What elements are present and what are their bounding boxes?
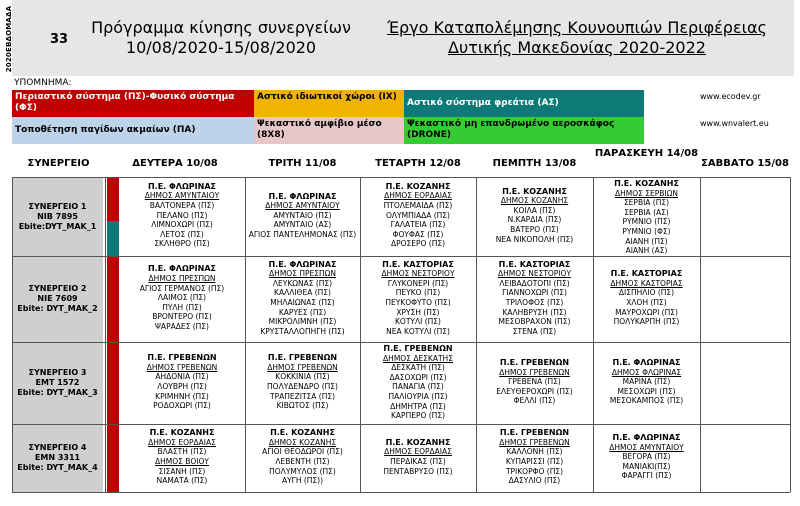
day-cell [245, 428, 360, 486]
municipality: ΔΗΜΟΣ ΚΑΣΤΟΡΙΑΣ [610, 278, 683, 288]
location: ΠΕΥΚΟΦΥΤΟ (ΠΣ) [385, 297, 451, 307]
municipality: ΔΗΜΟΣ ΔΕΣΚΑΤΗΣ [383, 353, 453, 363]
regional-unit: Π.Ε. ΓΡΕΒΕΝΩΝ [267, 353, 338, 363]
location: ΒΡΟΝΤΕΡΟ (ΠΣ) [152, 312, 212, 322]
location: ΜΑΝΙΑΚΙ(ΠΣ) [622, 461, 671, 471]
day-cell [593, 433, 700, 481]
regional-unit: Π.Ε. ΓΡΕΒΕΝΩΝ [499, 358, 570, 367]
location: ΓΑΛΑΤΕΙΑ (ΠΣ) [390, 220, 446, 230]
column-header: ΣΥΝΕΡΓΕΙΟ [27, 158, 90, 169]
municipality: ΔΗΜΟΣ ΓΡΕΒΕΝΩΝ [499, 437, 570, 447]
regional-unit: Π.Ε. ΓΡΕΒΕΝΩΝ [383, 344, 453, 353]
location: ΦΑΡΑΓΓΙ (ΠΣ) [621, 471, 672, 481]
grid-line-v [360, 177, 361, 492]
team-plate: ΝΙΕ 7609 [37, 294, 78, 303]
column-header: ΤΡΙΤΗ 11/08 [268, 158, 337, 169]
day-cell [360, 438, 476, 476]
municipality: ΔΗΜΟΣ ΚΟΖΑΝΗΣ [268, 437, 337, 447]
location: ΦΟΥΦΑΣ (ΠΣ) [392, 229, 444, 239]
location: ΑΗΔΟΝΙΑ (ΠΣ) [155, 372, 209, 382]
grid-line-h [12, 177, 790, 178]
location: ΚΑΛΛΙΘΕΑ (ΠΣ) [274, 288, 331, 298]
location: ΚΑΛΛΟΝΗ (ΠΣ) [506, 447, 563, 457]
location: ΠΕΡΔΙΚΑΣ (ΠΣ) [390, 456, 446, 466]
team-cell [12, 424, 103, 492]
location: ΑΙΑΝΗ (ΠΣ) [625, 236, 668, 246]
location: ΓΡΕΒΕΝΑ (ΠΣ) [508, 377, 561, 387]
column-header: ΣΑΒΒΑΤΟ 15/08 [701, 158, 789, 169]
location: ΣΤΕΝΑ (ΠΣ) [512, 326, 557, 336]
stripe-red [107, 256, 119, 492]
municipality: ΔΗΜΟΣ ΕΟΡΔΑΙΑΣ [384, 191, 452, 201]
team-code: Ebite: DYT_MAK_3 [17, 388, 98, 397]
grid-line-v [105, 177, 106, 492]
regional-unit: Π.Ε. ΦΛΩΡΙΝΑΣ [268, 191, 337, 201]
day-cell [360, 182, 476, 249]
grid-line-h [12, 424, 790, 425]
grid-line-v [700, 177, 701, 492]
location: ΔΙΣΠΗΛΙΟ (ΠΣ) [618, 288, 675, 298]
location: ΚΟΚΚΙΝΙΑ (ΠΣ) [275, 372, 330, 382]
team-code: Ebite:DYT_MAK_1 [18, 221, 97, 231]
stripe-red [107, 177, 119, 221]
regional-unit: Π.Ε. ΚΑΣΤΟΡΙΑΣ [382, 259, 454, 269]
team-plate: ΕΜΤ 1572 [35, 378, 80, 387]
team-name: ΣΥΝΕΡΓΕΙΟ 4 [28, 443, 87, 452]
location: ΑΓΙΟΣ ΓΕΡΜΑΝΟΣ (ΠΣ) [139, 283, 225, 293]
column-header: ΠΑΡΑΣΚΕΥΗ 14/08 [594, 148, 699, 159]
location: ΚΙΒΩΤΟΣ (ΠΣ) [276, 401, 329, 411]
column-header: ΔΕΥΤΕΡΑ 10/08 [132, 158, 218, 169]
team-name: ΣΥΝΕΡΓΕΙΟ 2 [28, 284, 87, 293]
regional-unit: Π.Ε. ΚΟΖΑΝΗΣ [385, 437, 451, 447]
regional-unit: Π.Ε. ΚΟΖΑΝΗΣ [502, 186, 567, 196]
team-plate: ΝΙΒ 7895 [37, 211, 78, 221]
location: ΜΑΡΙΝΑ (ΠΣ) [622, 377, 671, 387]
location: ΚΟΙΛΑ (ΠΣ) [513, 205, 556, 215]
location: ΡΟΔΟΧΩΡΙ (ΠΣ) [153, 401, 211, 411]
location: ΣΕΡΒΙΑ (ΠΣ) [623, 198, 670, 208]
location: ΣΚΛΗΘΡΟ (ΠΣ) [154, 239, 210, 249]
location: ΔΑΣΟΧΩΡΙ (ΠΣ) [389, 372, 447, 382]
location: ΠΕΥΚΟ (ΠΣ) [395, 288, 441, 298]
regional-unit: Π.Ε. ΚΟΖΑΝΗΣ [385, 181, 451, 191]
location: ΜΕΣΟΒΡΑΧΟΝ (ΠΣ) [498, 317, 571, 327]
municipality: ΔΗΜΟΣ ΝΕΣΤΟΡΙΟΥ [381, 269, 455, 279]
project-title-line2: Δυτικής Μακεδονίας 2020-2022 [448, 38, 706, 57]
regional-unit: Π.Ε. ΦΛΩΡΙΝΑΣ [268, 259, 337, 269]
regional-unit: Π.Ε. ΓΡΕΒΕΝΩΝ [499, 428, 570, 438]
location: ΑΜΥΝΤΑΙΟ (ΑΣ) [273, 220, 332, 230]
grid-line-v [12, 177, 13, 492]
location: ΑΜΥΝΤΑΙΟ (ΠΣ) [273, 210, 332, 220]
program-title-line2: 10/08/2020-15/08/2020 [125, 38, 317, 57]
location: ΛΙΜΝΟΧΩΡΙ (ΠΣ) [151, 220, 213, 230]
project-title-line1: Έργο Καταπολέμησης Κουνουπιών Περιφέρειας [387, 18, 767, 37]
location: ΦΕΛΛΙ (ΠΣ) [513, 396, 556, 406]
location: ΒΑΛΤΟΝΕΡΑ (ΠΣ) [149, 201, 215, 211]
location: ΓΛΥΚΟΝΕΡΙ (ΠΣ) [387, 278, 449, 288]
day-cell [476, 428, 593, 486]
location: ΚΟΤΥΛΙ (ΠΣ) [395, 317, 441, 327]
location: ΠΟΛΥΚΑΡΠΗ (ΠΣ) [613, 317, 680, 327]
regional-unit: Π.Ε. ΚΟΖΑΝΗΣ [270, 428, 335, 438]
grid-line-v [245, 177, 246, 492]
location: ΜΕΣΟΚΑΜΠΟΣ (ΠΣ) [609, 396, 684, 406]
location: ΚΥΠΑΡΙΣΣΙ (ΠΣ) [505, 456, 564, 466]
municipality: ΔΗΜΟΣ ΑΜΥΝΤΑΙΟΥ [144, 191, 220, 201]
location: ΑΓΙΟΙ ΘΕΟΔΩΡΟΙ (ΠΣ) [262, 447, 343, 457]
site-link-ecodev[interactable]: www.ecodev.gr [700, 92, 761, 101]
regional-unit: Π.Ε. ΓΡΕΒΕΝΩΝ [147, 353, 217, 363]
location: ΤΡΙΛΟΦΟΣ (ΠΣ) [505, 297, 564, 307]
day-cell [245, 353, 360, 411]
day-cell [593, 358, 700, 406]
location: ΛΕΒΕΝΤΗ (ΠΣ) [275, 456, 330, 466]
legend-yellow: Αστικό ιδιωτικοί χώροι (ΙΧ) [254, 90, 404, 117]
location: ΧΛΟΗ (ΠΣ) [626, 297, 667, 307]
regional-unit: Π.Ε. ΚΑΣΤΟΡΙΑΣ [498, 259, 571, 269]
week-label [2, 2, 16, 76]
location: ΚΑΡΥΕΣ (ΠΣ) [278, 307, 327, 317]
location: ΓΙΑΝΝΟΧΩΡΙ (ΠΣ) [502, 288, 567, 298]
week-label-text: 2020ΕΒΔΟΜΑΔΑ [5, 5, 13, 73]
day-cell [593, 269, 700, 327]
team-cell [12, 342, 103, 424]
location: ΠΤΟΛΕΜΑΙΔΑ (ΠΣ) [383, 201, 453, 211]
location: ΨΑΡΑΔΕΣ (ΠΣ) [155, 321, 209, 331]
day-cell [476, 187, 593, 245]
day-cell [360, 344, 476, 421]
location: ΒΕΓΟΡΑ (ΠΣ) [622, 452, 671, 462]
location: ΧΡΥΣΗ (ΠΣ) [396, 307, 440, 317]
legend-blue: Τοποθέτηση παγίδων ακμαίων (ΠΑ) [12, 117, 254, 144]
regional-unit: Π.Ε. ΦΛΩΡΙΝΑΣ [147, 181, 216, 191]
location: ΕΛΕΥΘΕΡΟΧΩΡΙ (ΠΣ) [496, 386, 573, 396]
municipality: ΔΗΜΟΣ ΠΡΕΣΠΩΝ [148, 273, 216, 283]
location: ΚΑΡΠΕΡΟ (ΠΣ) [391, 411, 445, 421]
day-cell [360, 260, 476, 337]
location: ΛΕΥΚΩΝΑΣ (ΠΣ) [272, 278, 333, 288]
location: ΠΕΛΑΝΟ (ΠΣ) [156, 210, 208, 220]
location: ΠΑΝΑΓΙΑ (ΠΣ) [392, 382, 444, 392]
location: ΑΙΑΝΗ (ΑΣ) [625, 246, 668, 256]
municipality: ΔΗΜΟΣ ΓΡΕΒΕΝΩΝ [146, 362, 218, 372]
location: ΡΥΜΝΙΟ (ΦΣ) [622, 226, 671, 236]
legend-red: Περιαστικό σύστημα (ΠΣ)-Φυσικό σύστημα (ΦΣ) [12, 90, 254, 117]
municipality: ΔΗΜΟΣ ΣΕΡΒΙΩΝ [615, 188, 678, 198]
day-cell [245, 260, 360, 337]
location: ΔΑΣΥΛΙΟ (ΠΣ) [508, 476, 561, 486]
legend-pink: Ψεκαστικό αμφίβιο μέσο (8Χ8) [254, 117, 404, 144]
regional-unit: Π.Ε. ΦΛΩΡΙΝΑΣ [612, 433, 681, 442]
grid-line-h [12, 256, 790, 257]
day-cell [593, 179, 700, 256]
municipality: ΔΗΜΟΣ ΓΡΕΒΕΝΩΝ [267, 362, 338, 372]
location: ΔΡΟΣΕΡΟ (ΠΣ) [390, 239, 446, 249]
team-code: Ebite: DYT_MAK_4 [17, 463, 98, 472]
municipality: ΔΗΜΟΣ ΚΟΖΑΝΗΣ [500, 196, 569, 206]
location: ΚΑΛΗΒΡΥΣΗ (ΠΣ) [502, 307, 567, 317]
location: ΜΗΛΑΙΩΝΑΣ (ΠΣ) [270, 297, 335, 307]
municipality: ΔΗΜΟΣ ΒΟΙΟΥ [154, 456, 209, 466]
location: ΒΛΑΣΤΗ (ΠΣ) [157, 447, 207, 457]
stripe-teal [107, 221, 119, 256]
regional-unit: Π.Ε. ΦΛΩΡΙΝΑΣ [147, 264, 216, 274]
program-title-line1: Πρόγραμμα κίνησης συνεργείων [91, 18, 351, 37]
location: ΛΑΙΜΟΣ (ΠΣ) [157, 293, 207, 303]
location: ΛΕΙΒΑΔΟΤΟΠΙ (ΠΣ) [499, 278, 570, 288]
grid-line-v [593, 177, 594, 492]
location: ΚΡΙΜΗΝΗ (ΠΣ) [155, 391, 209, 401]
location: ΑΓΙΟΣ ΠΑΝΤΕΛΗΜΟΝΑΣ (ΠΣ) [248, 229, 357, 239]
project-title [362, 18, 792, 58]
municipality: ΔΗΜΟΣ ΕΟΡΔΑΙΑΣ [148, 437, 216, 447]
location: ΜΙΚΡΟΛΙΜΝΗ (ΠΣ) [268, 317, 337, 327]
location: ΔΕΣΚΑΤΗ (ΠΣ) [391, 363, 445, 373]
team-cell [12, 177, 103, 256]
legend-teal: Αστικό σύστημα φρεάτια (ΑΣ) [404, 90, 644, 117]
location: ΝΕΑ ΚΟΤΥΛΙ (ΠΣ) [386, 326, 450, 336]
municipality: ΔΗΜΟΣ ΑΜΥΝΤΑΙΟΥ [609, 442, 684, 452]
location: ΤΡΙΚΟΡΦΟ (ΠΣ) [505, 466, 564, 476]
program-title [76, 18, 366, 58]
location: ΠΟΛΥΜΥΛΟΣ (ΠΣ) [269, 466, 336, 476]
grid-line-h [12, 492, 790, 493]
grid-line-v [476, 177, 477, 492]
regional-unit: Π.Ε. ΦΛΩΡΙΝΑΣ [612, 358, 681, 367]
location: ΜΕΣΟΧΩΡΙ (ΠΣ) [617, 386, 676, 396]
day-cell [119, 353, 245, 411]
location: ΟΛΥΜΠΙΑΔΑ (ΠΣ) [386, 210, 450, 220]
location: ΠΥΛΗ (ΠΣ) [162, 302, 202, 312]
location: ΡΥΜΝΙΟ (ΠΣ) [622, 217, 671, 227]
day-cell [119, 264, 245, 331]
legend-title: ΥΠΟΜΝΗΜΑ: [14, 78, 72, 88]
regional-unit: Π.Ε. ΚΑΣΤΟΡΙΑΣ [610, 269, 683, 279]
location: ΠΑΛΙΟΥΡΙΑ (ΠΣ) [388, 391, 448, 401]
location: ΣΕΡΒΙΑ (ΑΣ) [624, 207, 669, 217]
day-cell [245, 192, 360, 240]
team-cell [12, 256, 103, 342]
team-code: Ebite: DYT_MAK_2 [17, 304, 98, 313]
legend-green: Ψεκαστικό μη επανδρωμένο αεροσκάφος (DRONE) [404, 117, 644, 144]
column-header: ΠΕΜΠΤΗ 13/08 [492, 158, 577, 169]
location: ΝΕΑ ΝΙΚΟΠΟΛΗ (ΠΣ) [495, 234, 574, 244]
team-name: ΣΥΝΕΡΓΕΙΟ 3 [28, 368, 87, 377]
location: ΛΟΥΒΡΗ (ΠΣ) [157, 381, 207, 391]
day-cell [119, 182, 245, 249]
day-cell [476, 260, 593, 337]
column-header: ΤΕΤΑΡΤΗ 12/08 [375, 158, 461, 169]
grid-line-v [790, 177, 791, 492]
location: ΑΥΓΗ (ΠΣ)) [281, 476, 324, 486]
location: ΚΡΥΣΤΑΛΛΟΠΗΓΗ (ΠΣ) [260, 326, 345, 336]
municipality: ΔΗΜΟΣ ΝΕΣΤΟΡΙΟΥ [497, 269, 572, 279]
municipality: ΔΗΜΟΣ ΠΡΕΣΠΩΝ [269, 269, 336, 279]
location: ΜΑΥΡΟΧΩΡΙ (ΠΣ) [615, 307, 678, 317]
location: ΠΕΝΤΑΒΡΥΣΟ (ΠΣ) [383, 466, 453, 476]
location: ΔΗΜΗΤΡΑ (ΠΣ) [390, 401, 446, 411]
site-link-wnvalert[interactable]: www.wnvalert.eu [700, 119, 769, 128]
location: ΠΟΛΥΔΕΝΔΡΟ (ΠΣ) [267, 381, 338, 391]
municipality: ΔΗΜΟΣ ΑΜΥΝΤΑΙΟΥ [265, 201, 340, 211]
location: ΛΕΤΟΣ (ΠΣ) [160, 229, 204, 239]
grid-line-h [12, 342, 790, 343]
day-cell [476, 358, 593, 406]
location: ΣΙΣΑΝΗ (ΠΣ) [158, 466, 206, 476]
week-number: 33 [50, 32, 69, 47]
municipality: ΔΗΜΟΣ ΦΛΩΡΙΝΑΣ [611, 367, 682, 377]
municipality: ΔΗΜΟΣ ΕΟΡΔΑΙΑΣ [384, 447, 452, 457]
team-plate: ΕΜΝ 3311 [34, 453, 81, 462]
location: ΤΡΑΠΕΖΙΤΣΑ (ΠΣ) [269, 391, 336, 401]
municipality: ΔΗΜΟΣ ΓΡΕΒΕΝΩΝ [499, 367, 570, 377]
regional-unit: Π.Ε. ΚΟΖΑΝΗΣ [149, 428, 215, 438]
location: ΝΑΜΑΤΑ (ΠΣ) [156, 476, 208, 486]
regional-unit: Π.Ε. ΚΟΖΑΝΗΣ [614, 179, 679, 188]
team-name: ΣΥΝΕΡΓΕΙΟ 1 [28, 201, 87, 211]
location: Ν.ΚΑΡΔΙΑ (ΠΣ) [507, 215, 562, 225]
location: ΒΑΤΕΡΟ (ΠΣ) [510, 225, 559, 235]
day-cell [119, 428, 245, 486]
